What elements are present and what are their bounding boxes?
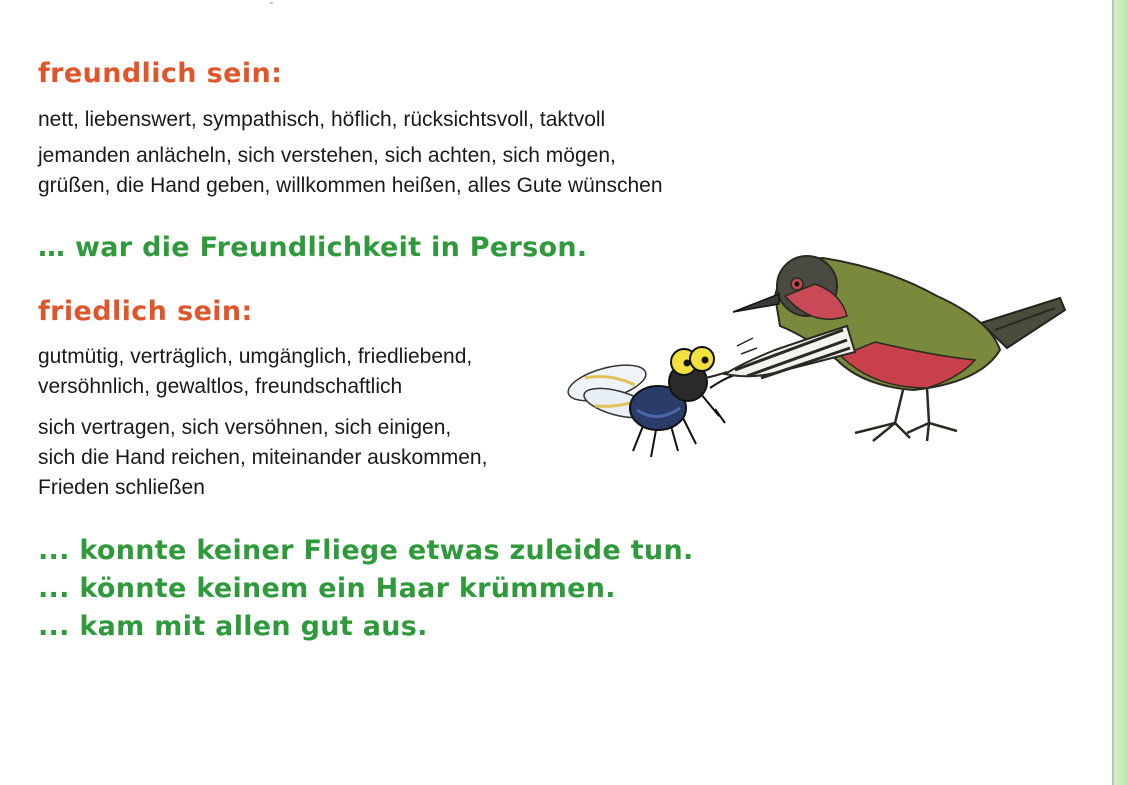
section-heading-freundlich: freundlich sein: <box>38 58 283 89</box>
text-line: sich die Hand reichen, miteinander auskommen, <box>38 446 488 469</box>
adjectives-friendly <box>38 105 605 135</box>
page-edge-strip <box>1114 0 1128 785</box>
bird-icon <box>705 256 1065 441</box>
scan-speck <box>270 2 273 4</box>
adjectives-peaceful <box>38 342 472 402</box>
text-line: jemanden anlächeln, sich verstehen, sich achten, sich mögen, <box>38 144 616 167</box>
text-line: versöhnlich, gewaltlos, freundschaftlich <box>38 375 403 398</box>
section-heading-friedlich: friedlich sein: <box>38 296 253 327</box>
idiom-line: … war die Freundlichkeit in Person. <box>38 232 588 263</box>
idioms-peaceful <box>38 532 694 646</box>
text-line: grüßen, die Hand geben, willkommen heißen, alles Gute wünschen <box>38 174 663 197</box>
phrases-friendly <box>38 141 663 201</box>
idiom-line: ... könnte keinem ein Haar krümmen. <box>38 573 616 604</box>
phrases-peaceful <box>38 413 487 503</box>
text-line: gutmütig, verträglich, umgänglich, friedliebend, <box>38 345 473 368</box>
bird-and-fly-illustration <box>555 238 1075 478</box>
text-line: Frieden schließen <box>38 476 205 499</box>
idiom-line: ... konnte keiner Fliege etwas zuleide tun. <box>38 535 694 566</box>
text-line: sich vertragen, sich versöhnen, sich einigen, <box>38 416 452 439</box>
text-line: nett, liebenswert, sympathisch, höflich, rücksichtsvoll, taktvoll <box>38 108 606 131</box>
fly-icon <box>564 347 735 457</box>
idiom-friendly <box>38 229 587 267</box>
idiom-line: ... kam mit allen gut aus. <box>38 611 428 642</box>
